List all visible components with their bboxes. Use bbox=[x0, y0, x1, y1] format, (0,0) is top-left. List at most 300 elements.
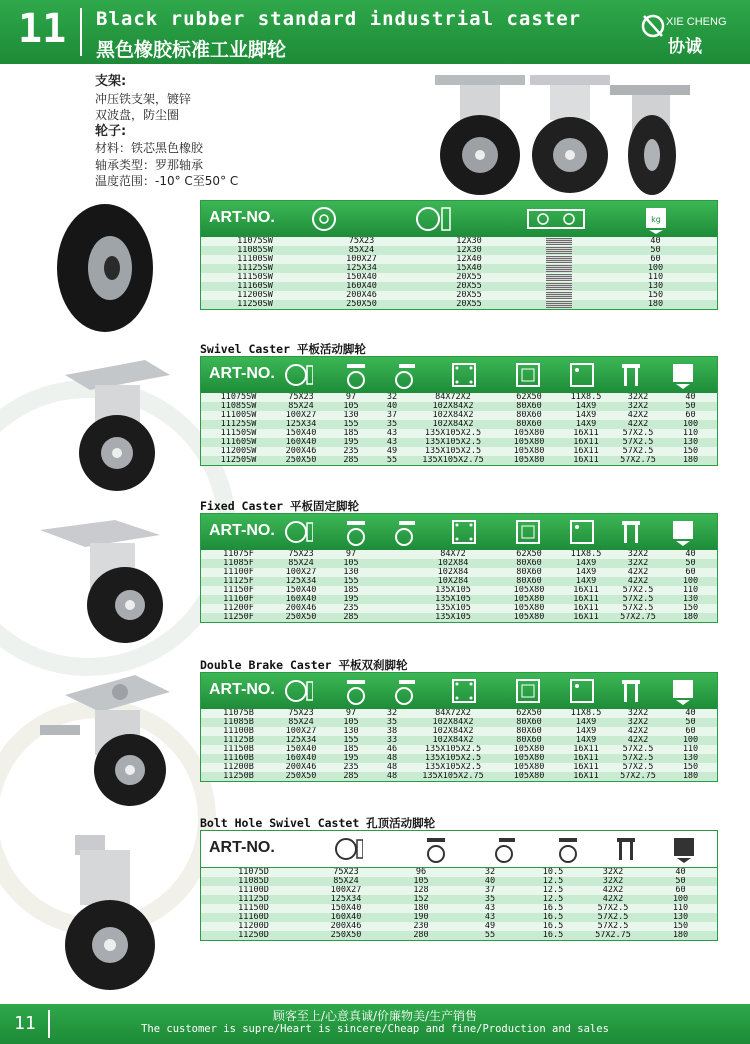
table-row bbox=[201, 273, 717, 282]
table-cell: 35 bbox=[386, 718, 398, 727]
table-cell: 37 bbox=[484, 886, 496, 895]
table-cell: 110 bbox=[682, 745, 699, 754]
art-no-cell: 11075D bbox=[238, 868, 269, 877]
table-cell: 12.5 bbox=[542, 877, 564, 886]
table-cell: 32X2 bbox=[602, 868, 624, 877]
table-cell: 14X9 bbox=[575, 402, 597, 411]
fixed-table bbox=[200, 513, 718, 623]
art-no-cell: 11200F bbox=[223, 604, 254, 613]
table-cell: 57X2.75 bbox=[620, 772, 656, 781]
table-cell: 150X40 bbox=[285, 745, 317, 754]
table-cell: 14X9 bbox=[575, 736, 597, 745]
table-row bbox=[201, 291, 717, 300]
table-cell: 14X9 bbox=[575, 420, 597, 429]
art-no-header: ART-NO. bbox=[209, 681, 275, 698]
table-cell: 57X2.5 bbox=[622, 754, 654, 763]
table-cell: 16.5 bbox=[542, 931, 564, 940]
table-row bbox=[201, 904, 717, 913]
table-cell: 105 bbox=[343, 718, 359, 727]
table-cell: 130 bbox=[647, 282, 664, 291]
table-cell: 12X30 bbox=[456, 237, 482, 246]
bearing-icon bbox=[526, 204, 586, 234]
table-cell: 102X84X2 bbox=[432, 420, 474, 429]
footer-slogan-en: The customer is supre/Heart is sincere/Cheap and fine/Production and sales bbox=[141, 1023, 609, 1035]
table-cell: 160X40 bbox=[330, 913, 362, 922]
table-cell: 12.5 bbox=[542, 886, 564, 895]
table-body bbox=[201, 709, 717, 781]
art-no-cell: 11150SW bbox=[220, 429, 257, 438]
table-row bbox=[201, 877, 717, 886]
table-cell: 43 bbox=[484, 913, 496, 922]
table-row bbox=[201, 282, 717, 291]
table-cell: 14X9 bbox=[575, 411, 597, 420]
table-cell: 200X46 bbox=[285, 763, 317, 772]
title-chinese: 黑色橡胶标准工业脚轮 bbox=[96, 39, 287, 61]
table-cell: 155 bbox=[343, 577, 359, 586]
table-cell: 55 bbox=[386, 456, 398, 465]
spec-line: 冲压铁支架，镀锌 bbox=[95, 91, 192, 106]
art-no-cell: 11160B bbox=[223, 754, 254, 763]
table-row bbox=[201, 868, 717, 877]
table-row bbox=[201, 604, 717, 613]
table-cell: 102X84X2 bbox=[432, 402, 474, 411]
art-no-cell: 11075SW bbox=[220, 393, 257, 402]
art-no-cell: 11100B bbox=[223, 727, 254, 736]
table-cell: 125X34 bbox=[346, 264, 377, 273]
table-cell: 105 bbox=[343, 559, 359, 568]
art-no-cell: 11100F bbox=[223, 568, 254, 577]
table-cell: 16X11 bbox=[573, 754, 599, 763]
table-cell: 35 bbox=[484, 895, 496, 904]
bearing-bars bbox=[524, 246, 594, 255]
table-row bbox=[201, 931, 717, 940]
table-cell: 235 bbox=[343, 763, 359, 772]
art-no-cell: 11075B bbox=[223, 709, 254, 718]
table-cell: 150 bbox=[682, 763, 699, 772]
swivel-caster-photo bbox=[55, 355, 175, 495]
table-row bbox=[201, 456, 717, 465]
bracket-icon bbox=[611, 834, 641, 864]
table-cell: 155 bbox=[343, 420, 359, 429]
table-cell: 84X72 bbox=[440, 550, 466, 559]
table-cell: 105X80 bbox=[513, 447, 545, 456]
table-cell: 152 bbox=[413, 895, 429, 904]
table-cell: 110 bbox=[647, 273, 664, 282]
table-cell: 14X9 bbox=[575, 559, 597, 568]
art-no-cell: 11085SW bbox=[220, 402, 257, 411]
art-no-cell: 11100SW bbox=[237, 255, 273, 264]
height-icon bbox=[341, 360, 371, 390]
table-cell: 235 bbox=[343, 447, 359, 456]
table-cell: 42X2 bbox=[627, 727, 649, 736]
table-row bbox=[201, 429, 717, 438]
table-cell: 16X11 bbox=[573, 772, 599, 781]
table-row bbox=[201, 420, 717, 429]
art-no-header: ART-NO. bbox=[209, 522, 275, 539]
table-cell: 102X84X2 bbox=[432, 727, 474, 736]
bearing-bars bbox=[524, 273, 594, 282]
table-cell: 250X50 bbox=[330, 931, 362, 940]
table-cell: 96 bbox=[415, 868, 427, 877]
table-cell: 16.5 bbox=[542, 904, 564, 913]
art-no-cell: 11150B bbox=[223, 745, 254, 754]
table-cell: 135X105X2.75 bbox=[422, 456, 484, 465]
table-cell: 48 bbox=[386, 772, 398, 781]
table-cell: 80X60 bbox=[516, 577, 542, 586]
table-cell: 16X11 bbox=[573, 429, 599, 438]
bolt-hole-caster-photo bbox=[55, 830, 165, 1000]
table-row bbox=[201, 550, 717, 559]
table-row bbox=[201, 727, 717, 736]
bracket-icon bbox=[616, 360, 646, 390]
offset-icon bbox=[391, 676, 421, 706]
logo-mark-icon bbox=[640, 12, 666, 40]
table-row bbox=[201, 913, 717, 922]
table-cell: 75X23 bbox=[288, 550, 314, 559]
wheel-table bbox=[200, 200, 718, 310]
plate-size-icon bbox=[449, 676, 479, 706]
table-cell: 190 bbox=[413, 913, 429, 922]
table-cell: 20X55 bbox=[456, 291, 482, 300]
table-cell: 50 bbox=[675, 877, 686, 886]
table-cell: 160X40 bbox=[285, 438, 317, 447]
table-cell: 60 bbox=[685, 727, 696, 736]
table-body bbox=[201, 393, 717, 465]
table-cell: 80X60 bbox=[516, 559, 542, 568]
table-cell: 57X2.5 bbox=[597, 922, 629, 931]
table-cell: 55 bbox=[484, 931, 496, 940]
table-cell: 97 bbox=[345, 550, 357, 559]
table-cell: 105X80 bbox=[513, 456, 545, 465]
table-cell: 42X2 bbox=[602, 886, 624, 895]
table-row bbox=[201, 595, 717, 604]
table-cell: 105X80 bbox=[513, 604, 545, 613]
offset-icon bbox=[391, 360, 421, 390]
table-cell bbox=[376, 559, 408, 568]
table-cell: 42X2 bbox=[627, 568, 649, 577]
table-cell: 135X105X2.5 bbox=[424, 447, 482, 456]
bolt-hole-icon bbox=[567, 517, 597, 547]
table-cell: 50 bbox=[685, 402, 696, 411]
bolt-hole-table bbox=[200, 830, 718, 941]
spec-line: 轴承类型：罗那轴承 bbox=[95, 157, 204, 172]
table-cell: 32X2 bbox=[627, 709, 649, 718]
table-cell: 100X27 bbox=[330, 886, 362, 895]
table-cell: 16X11 bbox=[573, 613, 599, 622]
table-cell: 200X46 bbox=[285, 447, 317, 456]
table-cell: 10.5 bbox=[542, 868, 564, 877]
fixed-caster-photo bbox=[35, 515, 165, 645]
table-row bbox=[201, 763, 717, 772]
table-cell: 16.5 bbox=[542, 922, 564, 931]
table-cell: 200X46 bbox=[285, 604, 317, 613]
table-cell: 135X105X2.75 bbox=[422, 772, 484, 781]
table-cell: 130 bbox=[682, 438, 699, 447]
page-number: 11 bbox=[18, 6, 67, 52]
table-cell: 100 bbox=[672, 895, 689, 904]
table-cell: 135X105X2.5 bbox=[424, 438, 482, 447]
load-kg-icon bbox=[668, 360, 698, 390]
table-cell: 135X105X2.5 bbox=[424, 754, 482, 763]
table-cell: 50 bbox=[685, 559, 696, 568]
art-no-cell: 11125F bbox=[223, 577, 254, 586]
art-no-cell: 11125SW bbox=[220, 420, 257, 429]
load-kg-icon bbox=[641, 204, 671, 234]
table-cell: 185 bbox=[343, 429, 359, 438]
table-cell: 180 bbox=[682, 772, 699, 781]
table-row bbox=[201, 447, 717, 456]
table-cell: 49 bbox=[484, 922, 496, 931]
table-cell: 185 bbox=[343, 586, 359, 595]
table-cell: 42X2 bbox=[627, 420, 649, 429]
table-cell: 102X84X2 bbox=[432, 736, 474, 745]
table-cell: 80X60 bbox=[516, 718, 542, 727]
table-cell: 230 bbox=[413, 922, 429, 931]
spec-list bbox=[95, 74, 238, 190]
table-cell: 128 bbox=[413, 886, 429, 895]
table-row bbox=[201, 559, 717, 568]
table-cell: 150X40 bbox=[285, 586, 317, 595]
art-no-cell: 11160F bbox=[223, 595, 254, 604]
table-row bbox=[201, 438, 717, 447]
table-cell bbox=[376, 604, 408, 613]
table-cell: 97 bbox=[345, 709, 357, 718]
bolt-spacing-icon bbox=[513, 676, 543, 706]
table-cell: 130 bbox=[682, 595, 699, 604]
table-cell: 40 bbox=[484, 877, 496, 886]
table-cell bbox=[376, 568, 408, 577]
table-cell: 135X105 bbox=[435, 613, 471, 622]
table-cell: 125X34 bbox=[285, 736, 317, 745]
table-row bbox=[201, 264, 717, 273]
table-cell: 16X11 bbox=[573, 595, 599, 604]
bearing-bars bbox=[524, 291, 594, 300]
table-cell: 80X60 bbox=[516, 568, 542, 577]
table-cell: 130 bbox=[343, 411, 359, 420]
table-cell: 285 bbox=[343, 772, 359, 781]
table-cell: 135X105 bbox=[435, 586, 471, 595]
art-no-cell: 11160SW bbox=[237, 282, 273, 291]
table-row bbox=[201, 568, 717, 577]
art-no-cell: 11075F bbox=[223, 550, 254, 559]
spec-line: 双波盘，防尘圈 bbox=[95, 108, 180, 122]
bracket-icon bbox=[616, 676, 646, 706]
section-title: Double Brake Caster 平板双刹脚轮 bbox=[200, 658, 408, 672]
table-cell: 57X2.75 bbox=[595, 931, 631, 940]
art-no-header: ART-NO. bbox=[209, 365, 275, 382]
art-no-header: ART-NO. bbox=[209, 839, 275, 856]
art-no-cell: 11250D bbox=[238, 931, 269, 940]
table-cell: 105 bbox=[343, 402, 359, 411]
wheel-photo bbox=[50, 198, 160, 338]
table-cell: 150X40 bbox=[330, 904, 362, 913]
offset-icon bbox=[491, 834, 521, 864]
table-cell: 105X80 bbox=[513, 763, 545, 772]
table-cell: 195 bbox=[343, 754, 359, 763]
bearing-bars bbox=[524, 255, 594, 264]
swivel-table bbox=[200, 356, 718, 466]
art-no-cell: 11200B bbox=[223, 763, 254, 772]
section-title: Fixed Caster 平板固定脚轮 bbox=[200, 499, 360, 513]
art-no-cell: 11075SW bbox=[237, 237, 273, 246]
table-row bbox=[201, 577, 717, 586]
table-cell: 105X80 bbox=[513, 595, 545, 604]
table-cell: 160X40 bbox=[346, 282, 377, 291]
table-cell: 80X60 bbox=[516, 402, 542, 411]
table-cell: 80X60 bbox=[516, 411, 542, 420]
table-cell: 33 bbox=[386, 736, 398, 745]
table-cell: 85X24 bbox=[288, 559, 314, 568]
svg-text:kg: kg bbox=[651, 215, 661, 224]
table-cell: 130 bbox=[682, 754, 699, 763]
table-cell: 75X23 bbox=[348, 237, 375, 246]
table-cell: 40 bbox=[685, 393, 696, 402]
table-cell: 60 bbox=[675, 886, 686, 895]
table-row bbox=[201, 255, 717, 264]
table-cell: 100X27 bbox=[346, 255, 377, 264]
table-cell: 43 bbox=[386, 429, 398, 438]
height-icon bbox=[341, 676, 371, 706]
bolt-spacing-icon bbox=[513, 360, 543, 390]
table-cell: 100X27 bbox=[285, 411, 317, 420]
bearing-bars bbox=[524, 282, 594, 291]
table-cell: 80X60 bbox=[516, 736, 542, 745]
bolt-spacing-icon bbox=[513, 517, 543, 547]
table-cell: 100X27 bbox=[285, 727, 317, 736]
table-cell: 84X72X2 bbox=[435, 709, 471, 718]
table-cell: 135X105X2.5 bbox=[424, 763, 482, 772]
table-cell: 20X55 bbox=[456, 300, 482, 309]
table-cell: 195 bbox=[343, 595, 359, 604]
offset-icon bbox=[391, 517, 421, 547]
table-cell: 155 bbox=[343, 736, 359, 745]
table-cell: 15X40 bbox=[456, 264, 482, 273]
table-cell: 180 bbox=[647, 300, 664, 309]
spec-line: 材料：铁芯黑色橡胶 bbox=[95, 141, 204, 155]
table-cell: 49 bbox=[386, 447, 398, 456]
table-cell: 16X11 bbox=[573, 438, 599, 447]
art-no-cell: 11085F bbox=[223, 559, 254, 568]
table-cell: 62X50 bbox=[516, 709, 542, 718]
table-cell: 57X2.5 bbox=[622, 438, 654, 447]
wheel-size-icon bbox=[283, 517, 313, 547]
table-cell: 195 bbox=[343, 438, 359, 447]
table-cell: 57X2.5 bbox=[622, 604, 654, 613]
height-icon bbox=[341, 517, 371, 547]
footer-page-number: 11 bbox=[14, 1013, 36, 1034]
table-cell: 105X80 bbox=[513, 438, 545, 447]
bolt-hole-icon bbox=[553, 834, 583, 864]
table-cell: 57X2.75 bbox=[620, 613, 656, 622]
table-cell: 135X105X2.5 bbox=[424, 429, 482, 438]
table-cell: 57X2.5 bbox=[622, 745, 654, 754]
art-no-cell: 11150F bbox=[223, 586, 254, 595]
table-cell: 150 bbox=[682, 604, 699, 613]
art-no-cell: 11125B bbox=[223, 736, 254, 745]
wheel-width-icon bbox=[413, 204, 453, 234]
table-cell: 60 bbox=[685, 568, 696, 577]
table-cell: 57X2.5 bbox=[597, 904, 629, 913]
table-cell: 16.5 bbox=[542, 913, 564, 922]
table-cell: 16X11 bbox=[573, 763, 599, 772]
table-cell: 42X2 bbox=[627, 411, 649, 420]
table-cell: 185 bbox=[343, 745, 359, 754]
table-cell: 135X105X2.5 bbox=[424, 745, 482, 754]
table-cell: 250X50 bbox=[285, 456, 317, 465]
art-no-cell: 11250SW bbox=[237, 300, 273, 309]
table-cell: 105X80 bbox=[513, 429, 545, 438]
table-cell: 150X40 bbox=[285, 429, 317, 438]
table-row bbox=[201, 393, 717, 402]
table-header bbox=[201, 673, 717, 709]
table-cell: 62X50 bbox=[516, 393, 542, 402]
table-cell: 105X80 bbox=[513, 754, 545, 763]
table-cell: 130 bbox=[343, 727, 359, 736]
art-no-cell: 11250SW bbox=[220, 456, 257, 465]
section-title: Bolt Hole Swivel Castet 孔顶活动脚轮 bbox=[200, 816, 436, 830]
table-cell: 12X40 bbox=[456, 255, 482, 264]
brand-logo bbox=[640, 10, 740, 56]
table-cell: 235 bbox=[343, 604, 359, 613]
table-cell: 97 bbox=[345, 393, 357, 402]
load-kg-icon bbox=[668, 676, 698, 706]
table-cell: 125X34 bbox=[285, 577, 317, 586]
table-cell: 125X34 bbox=[330, 895, 362, 904]
table-cell: 32X2 bbox=[602, 877, 624, 886]
table-cell: 14X9 bbox=[575, 718, 597, 727]
wheel-size-icon bbox=[333, 834, 363, 864]
table-cell: 32X2 bbox=[627, 393, 649, 402]
art-no-cell: 11200D bbox=[238, 922, 269, 931]
table-cell: 32 bbox=[484, 868, 496, 877]
table-cell: 250X50 bbox=[285, 613, 317, 622]
table-cell: 12.5 bbox=[542, 895, 564, 904]
table-cell: 100 bbox=[682, 736, 699, 745]
table-cell: 16X11 bbox=[573, 586, 599, 595]
art-no-cell: 11160D bbox=[238, 913, 269, 922]
table-cell: 85X24 bbox=[348, 246, 375, 255]
table-cell: 14X9 bbox=[575, 568, 597, 577]
table-cell: 32 bbox=[386, 709, 398, 718]
table-cell: 75X23 bbox=[288, 709, 314, 718]
table-cell: 32X2 bbox=[627, 559, 649, 568]
table-row bbox=[201, 411, 717, 420]
table-row bbox=[201, 886, 717, 895]
spec-heading: 轮子: bbox=[95, 123, 127, 139]
table-cell: 75X23 bbox=[288, 393, 314, 402]
table-cell: 130 bbox=[672, 913, 689, 922]
table-cell: 100 bbox=[682, 420, 699, 429]
table-row bbox=[201, 772, 717, 781]
table-row bbox=[201, 300, 717, 309]
table-cell: 37 bbox=[386, 411, 398, 420]
art-no-cell: 11085D bbox=[238, 877, 269, 886]
table-cell: 102X84X2 bbox=[432, 411, 474, 420]
caster-group-photo bbox=[410, 70, 710, 200]
table-cell bbox=[376, 595, 408, 604]
table-cell: 16X11 bbox=[573, 456, 599, 465]
table-cell: 40 bbox=[650, 237, 661, 246]
table-cell: 16X11 bbox=[573, 604, 599, 613]
table-cell: 57X2.5 bbox=[622, 429, 654, 438]
table-cell: 150 bbox=[672, 922, 689, 931]
bearing-bars bbox=[524, 237, 594, 246]
table-cell: 32X2 bbox=[627, 550, 649, 559]
table-cell: 43 bbox=[386, 438, 398, 447]
table-cell: 102X84 bbox=[437, 559, 469, 568]
art-no-cell: 11100D bbox=[238, 886, 269, 895]
table-cell: 57X2.5 bbox=[597, 913, 629, 922]
